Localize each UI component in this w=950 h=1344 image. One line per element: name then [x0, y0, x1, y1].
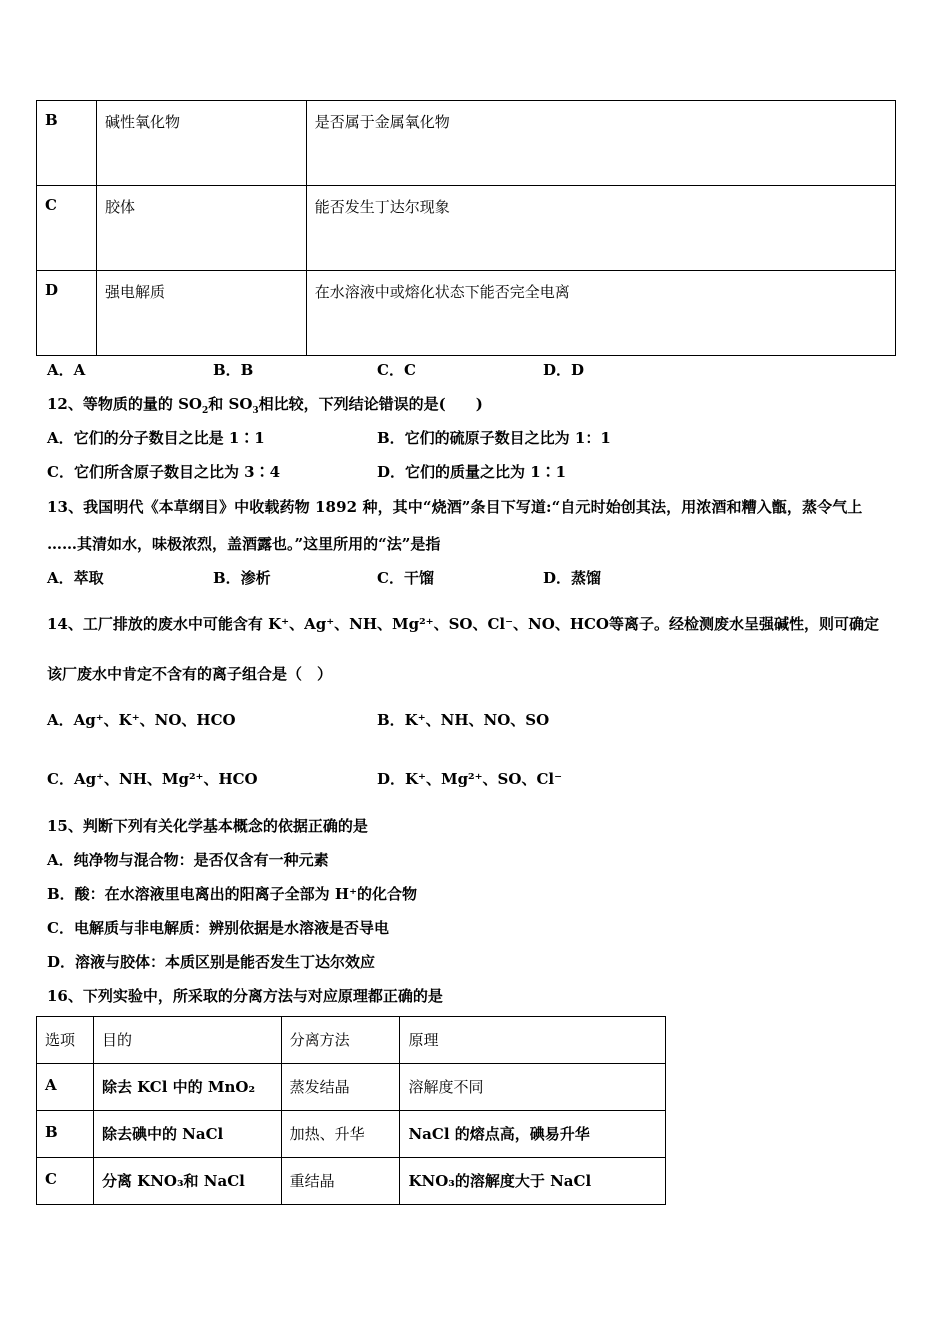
q14-stem-line2: 该厂废水中肯定不含有的离子组合是（ ） — [47, 665, 333, 683]
separation-table — [36, 1016, 666, 1205]
method-cell: 重结晶 — [281, 1158, 400, 1205]
table-header-row — [37, 1017, 666, 1064]
row-label: B — [37, 101, 97, 186]
q13-stem-line1: 13、我国明代《本草纲目》中收载药物 1892 种，其中“烧酒”条目下写道:“自元时始创其法，用浓酒和糟入甑，蒸令气上 — [47, 498, 863, 516]
q13-option-b[interactable]: B．渗析 — [213, 569, 271, 587]
concept-cell: 胶体 — [96, 186, 306, 271]
method-cell: 加热、升华 — [281, 1111, 400, 1158]
goal-cell: 除去碘中的 NaCl — [93, 1111, 281, 1158]
table-row — [37, 1111, 666, 1158]
q15-option-a[interactable]: A．纯净物与混合物：是否仅含有一种元素 — [47, 851, 329, 869]
concept-table — [36, 100, 896, 356]
basis-cell: 是否属于金属氧化物 — [306, 101, 895, 186]
header-goal: 目的 — [93, 1017, 281, 1064]
q15-option-b[interactable]: B．酸：在水溶液里电离出的阳离子全部为 H⁺的化合物 — [47, 885, 417, 903]
row-label: B — [37, 1111, 94, 1158]
q12-option-c[interactable]: C．它们所含原子数目之比为 3∶4 — [47, 463, 281, 481]
q13-option-a[interactable]: A．萃取 — [47, 569, 104, 587]
goal-cell: 除去 KCl 中的 MnO₂ — [93, 1064, 281, 1111]
q11-option-c[interactable]: C．C — [377, 361, 416, 379]
basis-cell: 在水溶液中或熔化状态下能否完全电离 — [306, 271, 895, 356]
table-row — [37, 101, 896, 186]
principle-cell: KNO₃的溶解度大于 NaCl — [400, 1158, 666, 1205]
q13-stem-line2: ……其清如水，味极浓烈，盖酒露也。”这里所用的“法”是指 — [47, 535, 441, 553]
basis-cell: 能否发生丁达尔现象 — [306, 186, 895, 271]
principle-cell: 溶解度不同 — [400, 1064, 666, 1111]
q15-stem: 15、判断下列有关化学基本概念的依据正确的是 — [47, 817, 368, 835]
q12-stem: 12、等物质的量的 $SO_2$和 $SO_3$相比较，下列结论错误的是( ) — [47, 395, 483, 416]
q14-stem-line1: 14、工厂排放的废水中可能含有 K⁺、Ag⁺、NH、Mg²⁺、SO、Cl⁻、NO、HCO等离子。经检测废水呈强碱性，则可确定 — [47, 615, 880, 633]
principle-cell: NaCl 的熔点高，碘易升华 — [400, 1111, 666, 1158]
concept-cell: 碱性氧化物 — [96, 101, 306, 186]
q12-option-b[interactable]: B．它们的硫原子数目之比为 1：1 — [377, 429, 611, 447]
header-principle: 原理 — [400, 1017, 666, 1064]
table-row — [37, 1064, 666, 1111]
q16-stem: 16、下列实验中，所采取的分离方法与对应原理都正确的是 — [47, 987, 443, 1005]
q11-option-a[interactable]: A．A — [47, 361, 86, 379]
q15-option-c[interactable]: C．电解质与非电解质：辨别依据是水溶液是否导电 — [47, 919, 389, 937]
q13-option-d[interactable]: D．蒸馏 — [543, 569, 602, 587]
table-row — [37, 186, 896, 271]
q15-option-d[interactable]: D．溶液与胶体：本质区别是能否发生丁达尔效应 — [47, 953, 376, 971]
q14-option-c[interactable]: C．Ag⁺、NH、Mg²⁺、HCO — [47, 770, 258, 788]
q14-option-b[interactable]: B．K⁺、NH、NO、SO — [377, 711, 550, 729]
row-label: D — [37, 271, 97, 356]
row-label: C — [37, 1158, 94, 1205]
concept-cell: 强电解质 — [96, 271, 306, 356]
q14-option-a[interactable]: A．Ag⁺、K⁺、NO、HCO — [47, 711, 236, 729]
header-method: 分离方法 — [281, 1017, 400, 1064]
table-row — [37, 1158, 666, 1205]
header-option: 选项 — [37, 1017, 94, 1064]
q12-option-d[interactable]: D．它们的质量之比为 1∶1 — [377, 463, 567, 481]
goal-cell: 分离 KNO₃和 NaCl — [93, 1158, 281, 1205]
q11-option-d[interactable]: D．D — [543, 361, 585, 379]
q11-option-b[interactable]: B．B — [213, 361, 254, 379]
q14-option-d[interactable]: D．K⁺、Mg²⁺、SO、Cl⁻ — [377, 770, 562, 788]
q13-option-c[interactable]: C．干馏 — [377, 569, 434, 587]
q12-option-a[interactable]: A．它们的分子数目之比是 1∶1 — [47, 429, 265, 447]
row-label: C — [37, 186, 97, 271]
row-label: A — [37, 1064, 94, 1111]
method-cell: 蒸发结晶 — [281, 1064, 400, 1111]
table-row — [37, 271, 896, 356]
